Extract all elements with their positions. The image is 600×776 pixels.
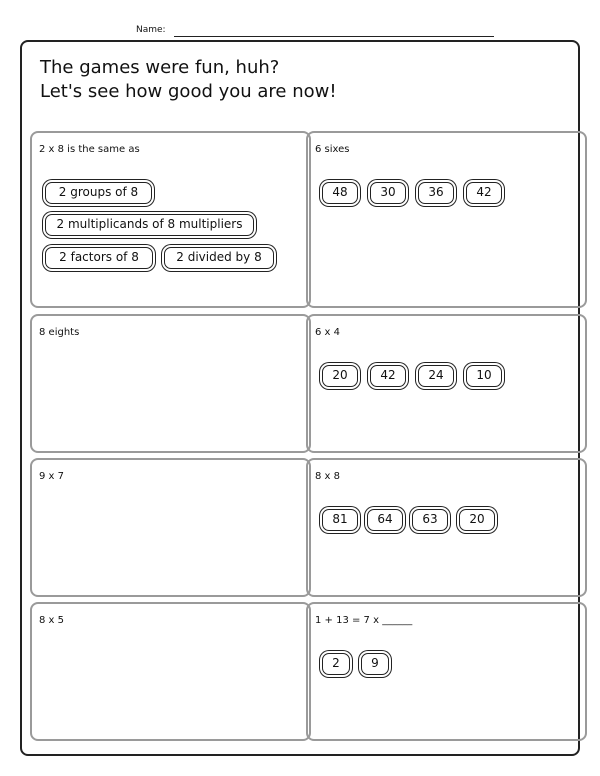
- question-box-1: [30, 131, 311, 308]
- answer-option[interactable]: 20: [322, 365, 358, 387]
- worksheet-heading: [40, 56, 337, 104]
- answer-option[interactable]: 63: [412, 509, 448, 531]
- answer-option[interactable]: 9: [361, 653, 389, 675]
- question-box-2: [306, 131, 587, 308]
- answer-option[interactable]: 30: [370, 182, 406, 204]
- question-box-8: [306, 602, 587, 741]
- answer-option[interactable]: 36: [418, 182, 454, 204]
- answer-option[interactable]: 2: [322, 653, 350, 675]
- question-box-7: [30, 602, 311, 741]
- answer-option[interactable]: 24: [418, 365, 454, 387]
- name-row: [0, 24, 600, 40]
- question-box-3: [30, 314, 311, 453]
- question-prompt: 2 x 8 is the same as: [39, 144, 140, 155]
- heading-line-1: The games were fun, huh?: [40, 57, 280, 78]
- question-prompt: 6 x 4: [315, 327, 340, 338]
- answer-option[interactable]: 2 multiplicands of 8 multipliers: [45, 214, 254, 236]
- question-prompt: 9 x 7: [39, 471, 64, 482]
- question-prompt: 8 x 8: [315, 471, 340, 482]
- answer-option[interactable]: 2 groups of 8: [45, 182, 152, 204]
- answer-option[interactable]: 10: [466, 365, 502, 387]
- answer-option[interactable]: 42: [370, 365, 406, 387]
- answer-option[interactable]: 20: [459, 509, 495, 531]
- name-input-line[interactable]: [174, 36, 494, 37]
- heading-line-2: Let's see how good you are now!: [40, 81, 337, 102]
- answer-option[interactable]: 42: [466, 182, 502, 204]
- answer-option[interactable]: 2 factors of 8: [45, 247, 153, 269]
- question-prompt: 8 eights: [39, 327, 80, 338]
- question-prompt: 1 + 13 = 7 x ______: [315, 615, 413, 626]
- answer-option[interactable]: 2 divided by 8: [164, 247, 274, 269]
- answer-option[interactable]: 48: [322, 182, 358, 204]
- question-prompt: 8 x 5: [39, 615, 64, 626]
- question-box-4: [306, 314, 587, 453]
- answer-option[interactable]: 81: [322, 509, 358, 531]
- question-prompt: 6 sixes: [315, 144, 350, 155]
- name-label: Name:: [136, 25, 166, 35]
- answer-option[interactable]: 64: [367, 509, 403, 531]
- question-box-6: [306, 458, 587, 597]
- question-box-5: [30, 458, 311, 597]
